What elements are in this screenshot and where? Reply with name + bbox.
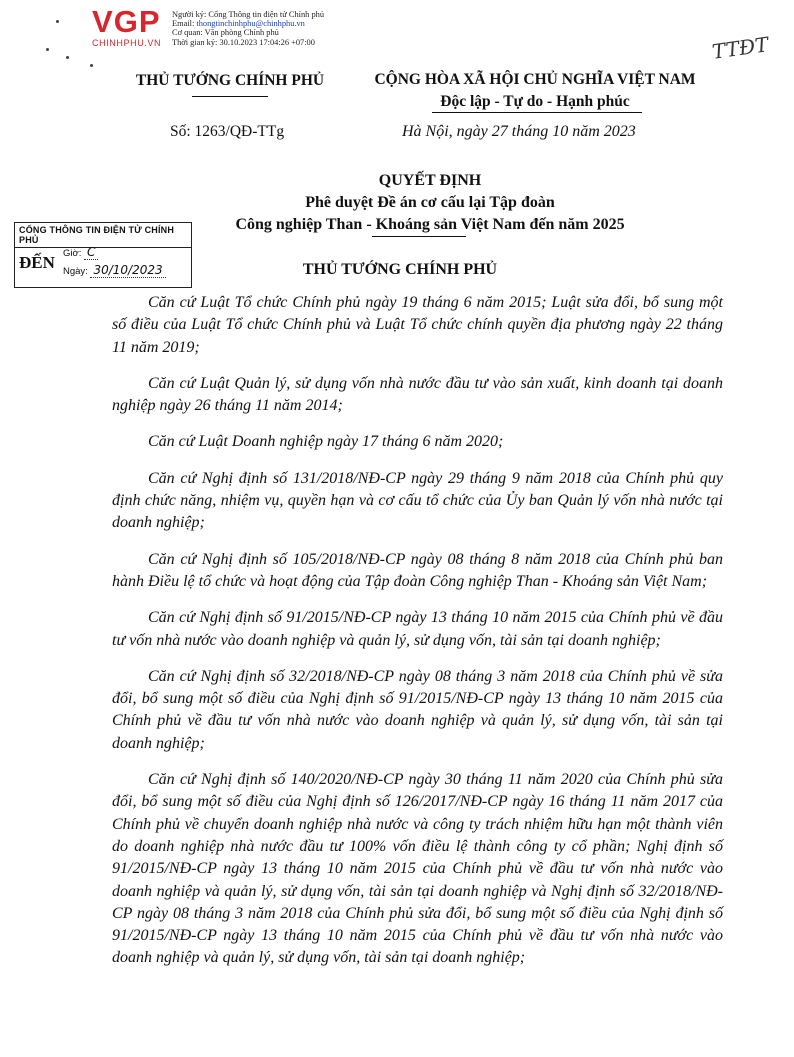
stamp-date-label: Ngày: [63,266,88,277]
digital-signature [172,10,324,47]
national-motto: Độc lập - Tự do - Hạnh phúc [440,93,630,110]
national-header [350,69,720,113]
title-type: QUYẾT ĐỊNH [378,172,482,189]
signature-time: Thời gian ký: 30.10.2023 17:04:26 +07:00 [172,37,315,47]
scan-dot [46,48,49,51]
stamp-heading: CỔNG THÔNG TIN ĐIỆN TỬ CHÍNH PHỦ [15,223,191,248]
title-line-2: Công nghiệp Than - Khoáng sản Việt Nam đến năm 2025 [235,216,625,233]
legal-basis [112,292,723,984]
motto-underline [432,112,642,113]
stamp-date-value: 30/10/2023 [90,263,165,278]
received-stamp [14,222,192,288]
signature-agency: Cơ quan: Văn phòng Chính phủ [172,28,279,38]
legal-basis-paragraph: Căn cứ Nghị định số 105/2018/NĐ-CP ngày 08 tháng 8 năm 2018 của Chính phủ ban hành Điều lệ tổ chức và hoạt động của Tập đoàn Công nghiệp Than - Khoáng sản Việt Nam; [112,550,723,590]
signature-email-line [172,19,324,28]
issuer-underline [192,96,268,97]
legal-basis-paragraph: Căn cứ Nghị định số 140/2020/NĐ-CP ngày 30 tháng 11 năm 2020 của Chính phủ sửa đổi, bổ sung một số điều của Nghị định số 126/2017/NĐ-CP ngày 16 tháng 11 năm 2017 của Chính phủ về chuyển doanh nghiệp nhà nước và công ty trách nhiệm hữu hạn một thành viên do doanh nghiệp nhà nước đầu tư 100% vốn điều lệ thành công ty cổ phần; Nghị định số 91/2015/NĐ-CP ngày 13 tháng 10 năm 2015 của Chính phủ về đầu tư vốn nhà nước vào doanh nghiệp và quản lý, sử dụng vốn, tài sản tại doanh nghiệp và Nghị định số 32/2018/NĐ-CP ngày 08 tháng 3 năm 2018 của Chính phủ sửa đổi, bổ sung một số điều của Nghị định số 91/2015/NĐ-CP ngày 13 tháng 10 năm 2015 của Chính phủ về đầu tư vốn nhà nước vào doanh nghiệp và quản lý, sử dụng vốn, tài sản tại doanh nghiệp; [112,771,723,967]
signature-signer: Người ký: Cổng Thông tin điện tử Chính phủ [172,10,325,19]
issuer-name: THỦ TƯỚNG CHÍNH PHỦ [135,72,325,89]
stamp-time-value: C [84,245,98,260]
scan-dot [56,20,59,23]
logo-subtext: CHINHPHU.VN [92,38,162,48]
signature-email-link[interactable]: thongtinchinhphu@chinhphu.vn [196,19,305,29]
legal-basis-paragraph: Căn cứ Nghị định số 131/2018/NĐ-CP ngày 29 tháng 9 năm 2018 của Chính phủ quy định chức năng, nhiệm vụ, quyền hạn và cơ cấu tổ chức của Ủy ban Quản lý vốn nhà nước tại doanh nghiệp; [112,469,723,532]
legal-basis-paragraph: Căn cứ Nghị định số 91/2015/NĐ-CP ngày 13 tháng 10 năm 2015 của Chính phủ về đầu tư vốn nhà nước vào doanh nghiệp và quản lý, sử dụng vốn, tài sản tại doanh nghiệp; [112,609,723,649]
logo-letter-v: V [92,4,114,39]
vgp-logo [92,6,172,50]
legal-basis-paragraph: Căn cứ Luật Doanh nghiệp ngày 17 tháng 6 năm 2020; [148,433,504,451]
title-underline [372,236,466,237]
scan-dot [90,64,93,67]
place-date: Hà Nội, ngày 27 tháng 10 năm 2023 [402,123,636,140]
signature-email-label: Email: [172,19,197,29]
document-number: Số: 1263/QĐ-TTg [170,123,285,140]
stamp-den-label: ĐẾN [19,253,55,272]
stamp-date-row [63,263,166,277]
stamp-time-label: Giờ: [63,248,82,259]
logo-letter-p: P [138,4,161,39]
document-title [130,170,730,236]
legal-basis-paragraph: Căn cứ Luật Quản lý, sử dụng vốn nhà nước đầu tư vào sản xuất, kinh doanh tại doanh nghiệp ngày 26 tháng 11 năm 2014; [112,374,723,415]
nation-name: CỘNG HÒA XÃ HỘI CHỦ NGHĨA VIỆT NAM [374,71,696,88]
handwritten-mark: TTĐT [710,32,770,64]
logo-letter-g: G [113,4,139,39]
authority-heading: THỦ TƯỚNG CHÍNH PHỦ [302,261,498,278]
legal-basis-paragraph: Căn cứ Nghị định số 32/2018/NĐ-CP ngày 08 tháng 3 năm 2018 của Chính phủ về sửa đổi, bổ sung một số điều của Nghị định số 91/2015/NĐ-CP ngày 13 tháng 10 năm 2015 của Chính phủ về đầu tư vốn nhà nước vào doanh nghiệp và quản lý, sử dụng vốn, tài sản tại doanh nghiệp; [112,667,723,752]
title-line-1: Phê duyệt Đề án cơ cấu lại Tập đoàn [305,194,555,211]
scan-dot [66,56,69,59]
stamp-time-row [63,245,98,259]
legal-basis-paragraph: Căn cứ Luật Tổ chức Chính phủ ngày 19 tháng 6 năm 2015; Luật sửa đổi, bổ sung một số điều của Luật Tổ chức Chính phủ và Luật Tổ chức chính quyền địa phương ngày 22 tháng 11 năm 2019; [112,294,723,356]
